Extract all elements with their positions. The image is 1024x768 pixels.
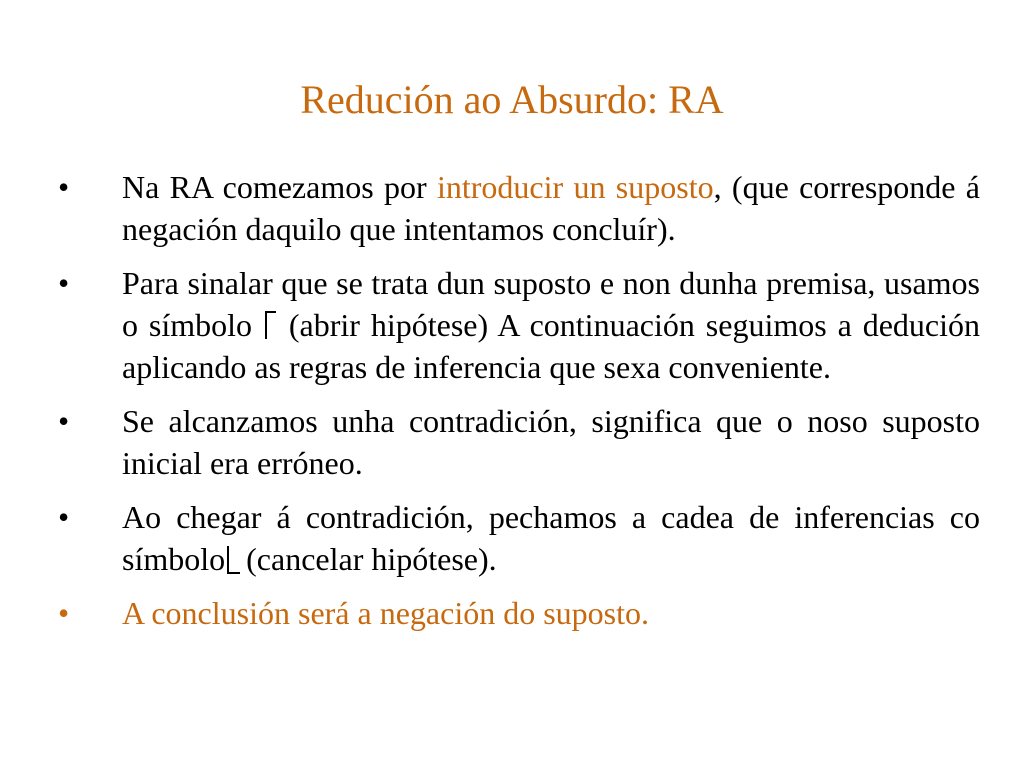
close-hypothesis-bracket-icon bbox=[227, 546, 240, 574]
bullet-2-text-after: (abrir hipótese) bbox=[288, 307, 489, 343]
bullet-item-5 bbox=[0, 592, 1024, 634]
bullet-item-3 bbox=[0, 400, 1024, 484]
bullet-text-5: A conclusión será a negación do suposto. bbox=[122, 595, 649, 631]
open-hypothesis-bracket-icon bbox=[265, 311, 276, 339]
bullet-4-text-after: (cancelar hipótese). bbox=[246, 541, 497, 577]
bullet-item-2 bbox=[0, 262, 1024, 388]
bullet-2-continuation: A continuación seguimos a dedución aplicando as regras de inferencia que sexa conveniente. bbox=[122, 307, 981, 385]
bullet-list bbox=[0, 166, 1024, 646]
bullet-item-4 bbox=[0, 496, 1024, 580]
bullet-item-1 bbox=[0, 166, 1024, 250]
bullet-text-4 bbox=[122, 496, 980, 580]
bullet-text-1 bbox=[122, 166, 980, 250]
bullet-icon: • bbox=[58, 403, 70, 439]
bullet-4-text-before: Ao chegar á contradición, pechamos a cadea de inferencias co símbolo bbox=[122, 499, 980, 577]
bullet-1-text-after: , (que corresponde á negación daquilo que intentamos concluír). bbox=[122, 169, 981, 247]
bullet-1-highlight: introducir un suposto bbox=[436, 169, 714, 205]
bullet-icon: • bbox=[58, 499, 70, 535]
bullet-text-3: Se alcanzamos unha contradición, significa que o noso suposto inicial era erróneo. bbox=[122, 403, 980, 481]
slide-title: Redución ao Absurdo: RA bbox=[300, 77, 724, 122]
bullet-icon: • bbox=[58, 595, 70, 631]
bullet-1-text-before: Na RA comezamos por bbox=[122, 169, 437, 205]
bullet-icon: • bbox=[58, 265, 70, 301]
bullet-icon: • bbox=[58, 169, 70, 205]
bullet-text-2 bbox=[122, 262, 980, 388]
bullet-2-text-before: Para sinalar que se trata dun suposto e non dunha premisa, usamos o símbolo bbox=[122, 265, 980, 343]
